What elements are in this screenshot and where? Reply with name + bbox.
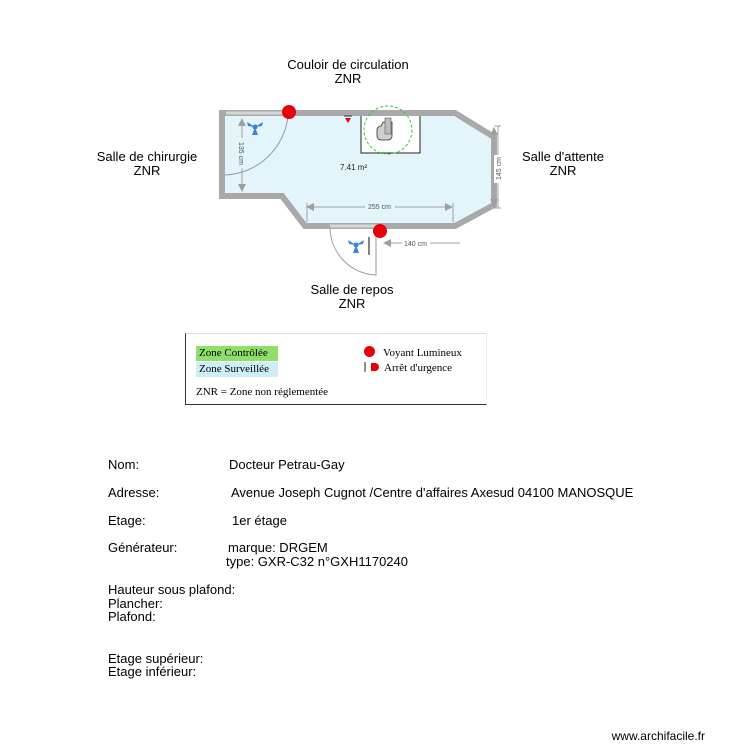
room-name: Salle de repos <box>310 282 394 297</box>
room-zone: ZNR <box>334 71 362 86</box>
room-name: Salle de chirurgie <box>96 149 198 164</box>
label-plancher: Plancher: <box>108 596 163 611</box>
xray-tube-arm <box>385 118 391 134</box>
warning-light-bottom <box>373 224 387 238</box>
warning-light-icon <box>364 346 375 357</box>
legend-voyant <box>364 346 462 359</box>
room-zone: ZNR <box>338 296 366 311</box>
legend-zone-controlee: Zone Contrôlée <box>196 346 278 361</box>
room-zone: ZNR <box>549 163 577 178</box>
room-name: Salle d'attente <box>522 149 604 164</box>
value-etage: 1er étage <box>232 513 287 528</box>
room-zone: ZNR <box>133 163 161 178</box>
dim-right-label: 145 cm <box>496 157 503 180</box>
room-name: Couloir de circulation <box>287 57 409 72</box>
area-label: 7.41 m² <box>340 163 368 172</box>
dim-left-label: 135 cm <box>237 142 244 165</box>
label-etage-inferieur: Etage inférieur: <box>108 664 197 679</box>
label-etage-superieur: Etage supérieur: <box>108 651 204 666</box>
legend <box>185 333 487 405</box>
floor-plan <box>0 0 750 330</box>
label-adresse: Adresse: <box>108 485 160 500</box>
dim-bottom-label: 255 cm <box>368 204 391 211</box>
value-generateur-type: type: GXR-C32 n°GXH1170240 <box>226 554 408 569</box>
emergency-stop-icon <box>364 362 382 372</box>
watermark-link[interactable]: www.archifacile.fr <box>611 729 705 743</box>
fan-icon <box>348 240 364 253</box>
label-nom: Nom: <box>108 457 140 472</box>
legend-znr-definition: ZNR = Zone non réglementée <box>196 386 329 398</box>
label-generateur: Générateur: <box>108 540 178 555</box>
legend-arret-label: Arrêt d'urgence <box>384 362 453 374</box>
value-nom: Docteur Petrau-Gay <box>229 457 345 472</box>
legend-voyant-label: Voyant Lumineux <box>383 347 462 359</box>
warning-light-top <box>282 105 296 119</box>
dim-outside-label: 140 cm <box>404 241 427 248</box>
legend-zone-surveillee: Zone Surveillée <box>196 362 278 377</box>
label-plafond: Plafond: <box>108 609 156 624</box>
legend-arret <box>364 362 452 374</box>
value-generateur-marque: marque: DRGEM <box>228 540 328 555</box>
label-hauteur: Hauteur sous plafond: <box>108 582 236 597</box>
value-adresse: Avenue Joseph Cugnot /Centre d'affaires Axesud 04100 MANOSQUE <box>231 485 634 500</box>
label-etage: Etage: <box>108 513 146 528</box>
